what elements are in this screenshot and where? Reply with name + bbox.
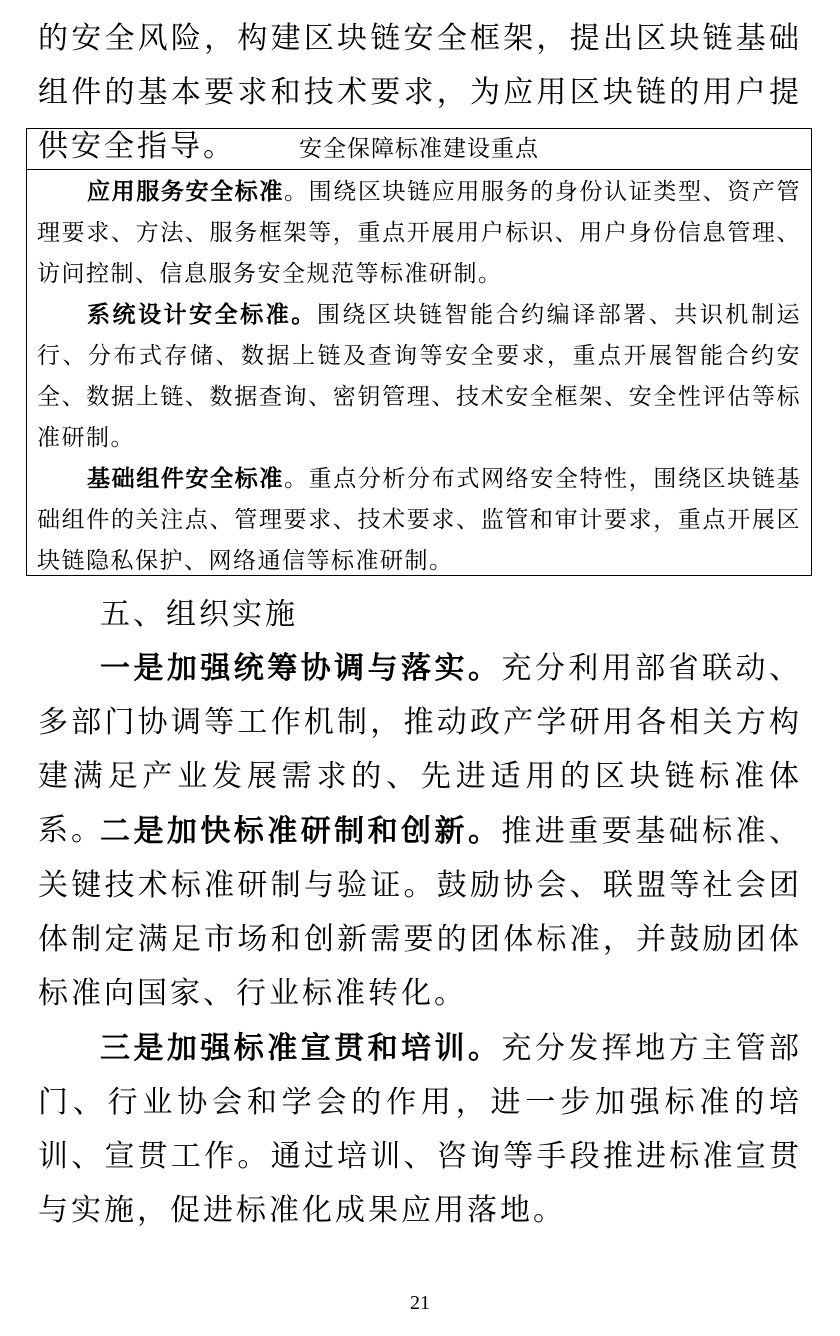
box-item-text: 。重点分析分布式网络安全特性，围绕区块链基础组件的关注点、管理要求、技术要求、监管和审计要求，重点开展区块链隐私保护、网络通信等标准研制。 (37, 466, 801, 574)
box-item-text: 围绕区块链智能合约编译部署、共识机制运行、分布式存储、数据上链及查询等安全要求，重点开展智能合约安全、数据上链、数据查询、密钥管理、技术安全框架、安全性评估等标准研制。 (37, 302, 802, 451)
page-number: 21 (410, 1292, 430, 1314)
box-item-text: 。围绕区块链应用服务的身份认证类型、资产管理要求、方法、服务框架等，重点开展用户标识、用户身份信息管理、访问控制、信息服务安全规范等标准研制。 (37, 179, 801, 287)
measure-text: 推进重要基础标准、关键技术标准研制与验证。鼓励协会、联盟等社会团体制定满足市场和创新需要的团体标准，并鼓励团体标准向国家、行业标准转化。 (38, 814, 803, 1011)
measure-lead: 一是加强统筹协调与落实。 (100, 651, 502, 686)
box-item-basic-component (37, 459, 801, 582)
box-title: 安全保障标准建设重点 (27, 129, 811, 170)
section-heading: 五、组织实施 (100, 597, 298, 632)
box-item-lead: 基础组件安全标准 (87, 466, 284, 492)
measure-lead: 三是加强标准宣贯和培训。 (100, 1031, 502, 1066)
security-standards-box (26, 128, 812, 576)
box-item-application-service (37, 172, 801, 295)
box-item-lead: 应用服务安全标准 (87, 179, 284, 205)
measure-paragraph-3 (38, 1022, 802, 1238)
intro-paragraph: 的安全风险，构建区块链安全框架，提出区块链基础组件的基本要求和技术要求，为应用区块链的用户提供安全指导。 (38, 21, 802, 164)
measure-text: 充分利用部省联动、多部门协调等工作机制，推动政产学研用各相关方构建满足产业发展需求的、先进适用的区块链标准体系。 (38, 651, 803, 848)
measure-text: 充分发挥地方主管部门、行业协会和学会的作用，进一步加强标准的培训、宣贯工作。通过培训、咨询等手段推进标准宣贯与实施，促进标准化成果应用落地。 (38, 1031, 803, 1228)
box-item-system-design (37, 295, 801, 459)
box-body (27, 170, 811, 582)
box-item-lead: 系统设计安全标准。 (87, 302, 317, 328)
measure-paragraph-2 (38, 805, 802, 1021)
measure-lead: 二是加快标准研制和创新。 (100, 814, 502, 849)
